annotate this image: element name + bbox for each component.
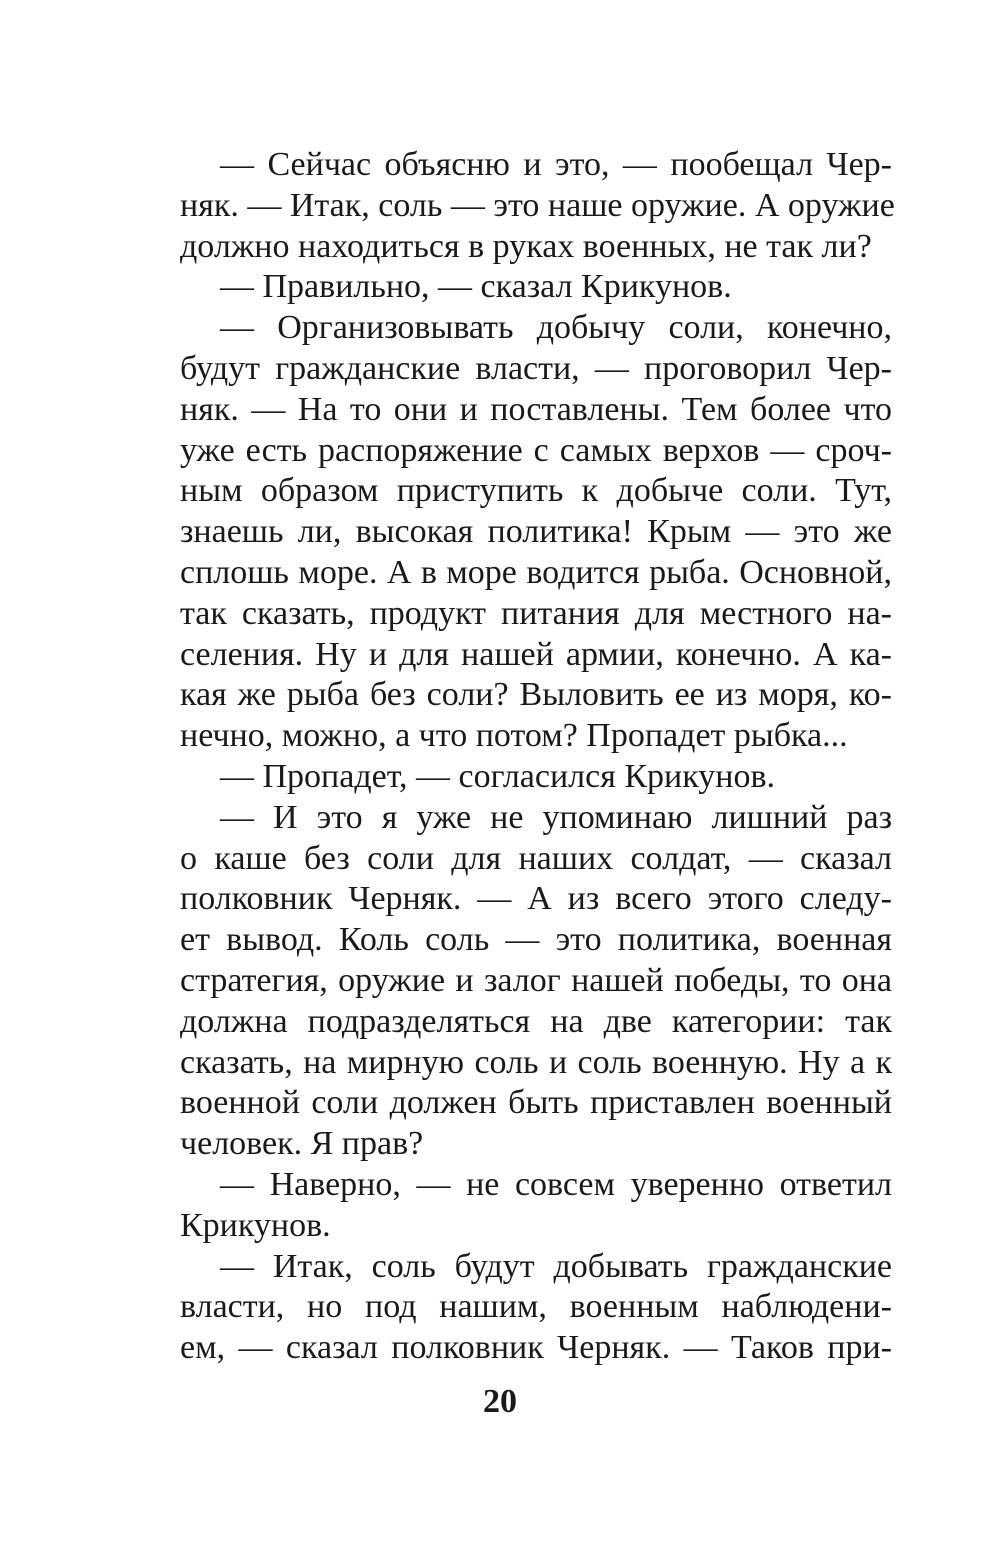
text-line: власти, но под нашим, военным наблюдени-: [180, 1288, 892, 1326]
text-line: уже есть распоряжение с самых верхов — сроч-: [180, 431, 892, 469]
text-line: — Пропадет, — согласился Крикунов.: [220, 757, 776, 795]
text-line: — Итак, соль будут добывать гражданские: [220, 1247, 892, 1285]
text-line: кая же рыба без соли? Выловить ее из моря, ко-: [180, 676, 892, 714]
text-line: — И это я уже не упоминаю лишний раз: [220, 798, 892, 836]
text-line: о каше без соли для наших солдат, — сказал: [180, 839, 892, 877]
text-line: человек. Я прав?: [180, 1125, 424, 1163]
text-line: ет вывод. Коль соль — это политика, военная: [180, 921, 892, 959]
text-line: ем, — сказал полковник Черняк. — Таков при-: [180, 1329, 892, 1367]
text-line: — Сейчас объясню и это, — пообещал Чер-: [220, 146, 892, 183]
text-line: Крикунов.: [180, 1206, 331, 1244]
text-line: сказать, на мирную соль и соль военную. Ну а к: [180, 1043, 892, 1081]
text-line: так сказать, продукт питания для местного на-: [180, 594, 892, 632]
text-line: знаешь ли, высокая политика! Крым — это же: [180, 513, 892, 551]
text-line: сплошь море. А в море водится рыба. Основной,: [180, 553, 892, 591]
text-line: должно находиться в руках военных, не так ли?: [180, 227, 872, 265]
page-number: 20: [483, 1383, 517, 1420]
text-line: — Организовывать добычу соли, конечно,: [220, 309, 892, 347]
text-line: — Наверно, — не совсем уверенно ответил: [220, 1165, 892, 1203]
text-line: полковник Черняк. — А из всего этого следу-: [180, 880, 892, 918]
text-line: няк. — Итак, соль — это наше оружие. А оружие: [180, 186, 895, 224]
text-line: селения. Ну и для нашей армии, конечно. А ка-: [180, 635, 892, 673]
text-line: военной соли должен быть приставлен военный: [180, 1084, 892, 1122]
text-line: нечно, можно, а что потом? Пропадет рыбка...: [180, 717, 848, 755]
text-line: стратегия, оружие и залог нашей победы, то она: [180, 961, 892, 999]
page-body: [180, 145, 895, 1369]
text-line: няк. — На то они и поставлены. Тем более что: [180, 390, 892, 428]
text-line: должна подразделяться на две категории: так: [180, 1002, 892, 1040]
text-line: — Правильно, — сказал Крикунов.: [220, 268, 732, 306]
text-line: ным образом приступить к добыче соли. Тут,: [180, 472, 892, 510]
text-line: будут гражданские власти, — проговорил Чер-: [180, 349, 892, 387]
